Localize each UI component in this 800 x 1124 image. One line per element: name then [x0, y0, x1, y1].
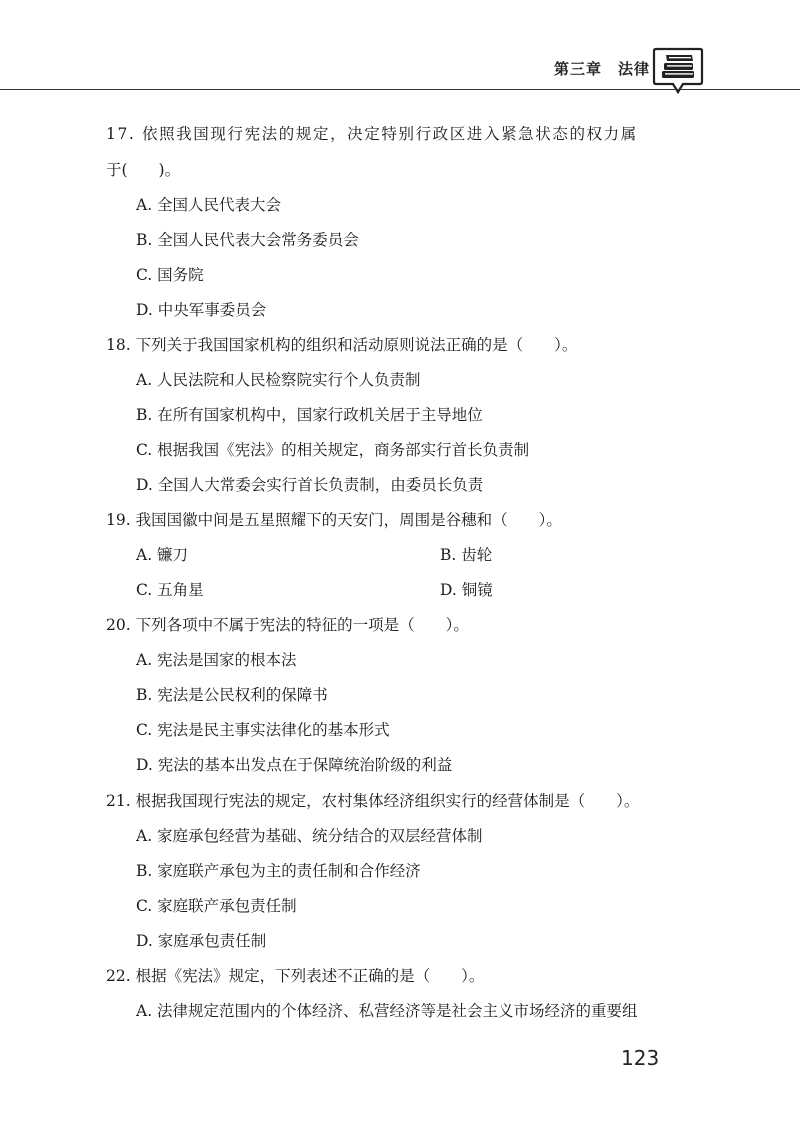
option-17-d: D. 中央军事委员会 [136, 301, 267, 319]
option-21-c: C. 家庭联产承包责任制 [136, 897, 297, 915]
option-21-b: B. 家庭联产承包为主的责任制和合作经济 [136, 862, 421, 880]
question-19-stem: 19. 我国国徽中间是五星照耀下的天安门，周围是谷穗和（ ）。 [106, 511, 562, 529]
chapter-title: 第三章 法律 [553, 60, 650, 78]
question-21-stem: 21. 根据我国现行宪法的规定，农村集体经济组织实行的经营体制是（ ）。 [106, 792, 640, 810]
header-rule [0, 89, 800, 90]
option-20-c: C. 宪法是民主事实法律化的基本形式 [136, 721, 390, 739]
question-17-stem-line2: 于( )。 [106, 161, 181, 179]
option-20-b: B. 宪法是公民权利的保障书 [136, 686, 328, 704]
option-20-d: D. 宪法的基本出发点在于保障统治阶级的利益 [136, 756, 453, 774]
option-17-b: B. 全国人民代表大会常务委员会 [136, 231, 359, 249]
option-18-c: C. 根据我国《宪法》的相关规定，商务部实行首长负责制 [136, 441, 530, 459]
option-17-a: A. 全国人民代表大会 [136, 196, 282, 214]
option-19-c: C. 五角星 [136, 581, 204, 599]
page-number: 123 [621, 1046, 660, 1070]
option-17-c: C. 国务院 [136, 266, 204, 284]
option-19-d: D. 铜镜 [440, 581, 493, 599]
question-20-stem: 20. 下列各项中不属于宪法的特征的一项是（ ）。 [106, 616, 469, 634]
question-17-stem-line1: 17. 依照我国现行宪法的规定，决定特别行政区进入紧急状态的权力属 [106, 125, 638, 143]
option-21-a: A. 家庭承包经营为基础、统分结合的双层经营体制 [136, 827, 483, 845]
question-18-stem: 18. 下列关于我国国家机构的组织和活动原则说法正确的是（ ）。 [106, 336, 578, 354]
option-19-a: A. 镰刀 [136, 546, 189, 564]
option-21-d: D. 家庭承包责任制 [136, 932, 267, 950]
option-22-a: A. 法律规定范围内的个体经济、私营经济等是社会主义市场经济的重要组 [136, 1002, 638, 1020]
option-18-a: A. 人民法院和人民检察院实行个人负责制 [136, 371, 421, 389]
option-18-b: B. 在所有国家机构中，国家行政机关居于主导地位 [136, 406, 483, 424]
option-20-a: A. 宪法是国家的根本法 [136, 651, 297, 669]
option-19-b: B. 齿轮 [440, 546, 493, 564]
option-18-d: D. 全国人大常委会实行首长负责制，由委员长负责 [136, 476, 484, 494]
question-22-stem: 22. 根据《宪法》规定，下列表述不正确的是（ ）。 [106, 967, 485, 985]
